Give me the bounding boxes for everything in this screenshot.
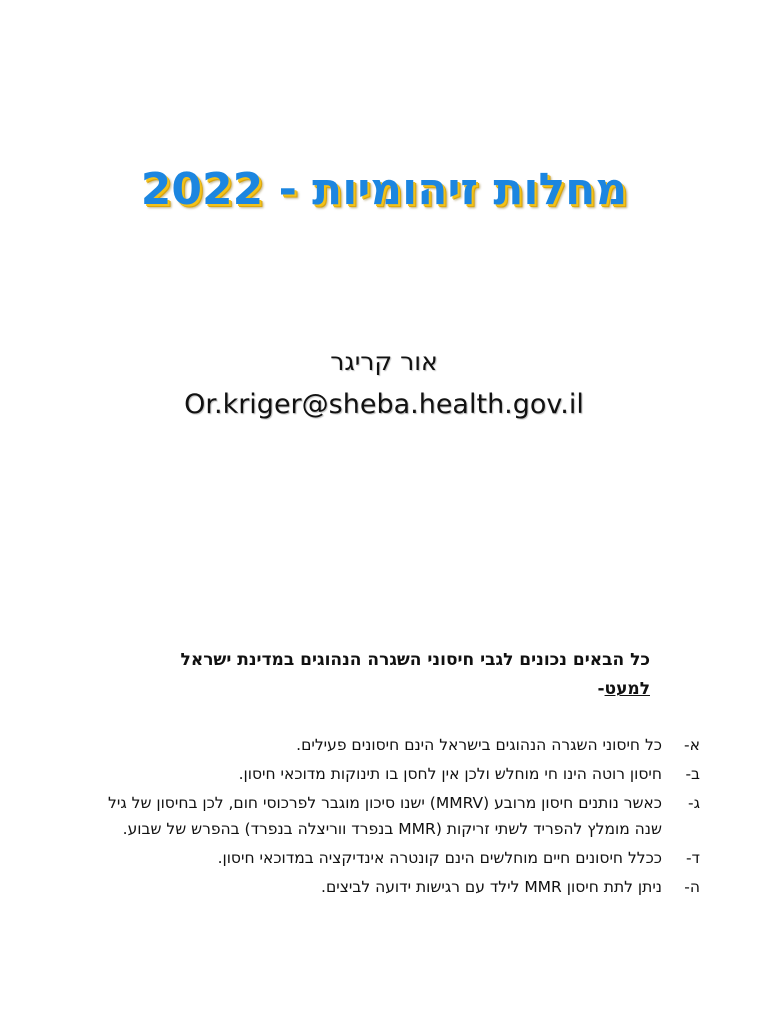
answer-option: [96, 790, 700, 842]
answer-text: ככלל חיסונים חיים מוחלשים הינם קונטרה אינדיקציה במדוכאי חיסון.: [217, 849, 662, 867]
question-suffix: -: [597, 679, 605, 699]
answer-text: ניתן לתת חיסון MMR לילד עם רגישות ידועה לביצים.: [321, 878, 662, 896]
answer-option: [96, 845, 700, 871]
answer-option: [96, 732, 700, 758]
answer-text: כל חיסוני השגרה הנהוגים בישראל הינם חיסונים פעילים.: [296, 736, 662, 754]
answer-text: כאשר נותנים חיסון מרובע (MMRV) ישנו סיכון מוגבר לפרכוסי חום, לכן בחיסון של גיל שנה מומלץ להפריד לשתי זריקות (MMR בנפרד ווריצלה בנפרד) בהפרש של שבוע.: [108, 794, 662, 838]
answer-label: ה-: [684, 878, 700, 896]
answer-label: ג-: [688, 794, 700, 812]
question-stem-text: כל הבאים נכונים לגבי חיסוני השגרה הנהוגים במדינת ישראל: [180, 650, 650, 670]
answer-label: ד-: [685, 849, 700, 867]
author-name: אור קריגר: [330, 347, 438, 376]
document-title: מחלות זיהומיות - 2022: [140, 164, 628, 215]
answer-option: [96, 761, 700, 787]
question-qualifier: למעט: [604, 679, 650, 699]
answer-text: חיסון רוטה הינו חי מוחלש ולכן אין לחסן בו תינוקות מדוכאי חיסון.: [238, 765, 662, 783]
question-stem: [112, 646, 650, 704]
answer-option: [96, 874, 700, 900]
answer-label: ב-: [685, 765, 700, 783]
answer-label: א-: [684, 736, 700, 754]
author-email: Or.kriger@sheba.health.gov.il: [184, 389, 584, 420]
answer-list: [96, 732, 700, 903]
